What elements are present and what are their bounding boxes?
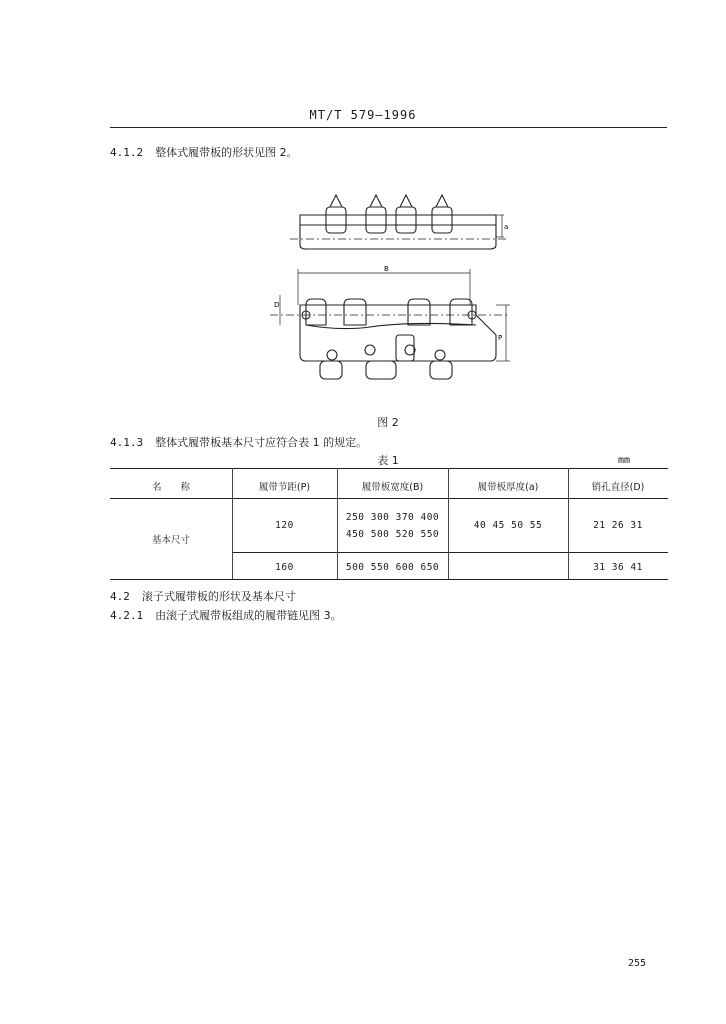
grouser-1 [326,207,346,233]
dim-label-D: D [274,301,280,309]
grouser-3 [396,207,416,233]
table-top-rule [110,468,668,469]
table-header-rule [110,498,668,499]
section-text: 滚子式履带板的形状及基本尺寸 [141,590,296,603]
section-number: 4.1.2 [110,146,144,159]
section-text: 由滚子式履带板组成的履带链见图 3。 [155,609,342,622]
plate-side-view [300,305,496,361]
dim-label-P: P [498,334,503,342]
section-text: 整体式履带板基本尺寸应符合表 1 的规定。 [155,436,368,449]
table-header-pin: 销孔直径(D) [591,482,645,493]
table-header-pitch: 履带节距(P) [258,482,311,493]
grouser-2 [366,207,386,233]
table-cell-pitch: 120 [275,520,294,531]
table-cell-width: 250 300 370 400 [345,512,440,523]
table-cell-width: 450 500 520 550 [345,529,440,540]
section-4-2-1 [110,607,342,623]
section-4-2 [110,588,296,604]
table-bottom-rule [110,579,668,580]
plate-top-view [300,215,496,249]
section-number: 4.1.3 [110,436,144,449]
table-row-divider [232,552,668,553]
figure-2-drawing [260,185,520,390]
table-unit: mm [618,455,631,466]
section-number: 4.2.1 [110,609,144,622]
table-cell-thickness: 40 45 50 55 [473,520,543,531]
section-4-1-2 [110,144,298,160]
header-rule [110,127,667,128]
dim-label-B: B [384,265,389,273]
section-4-1-3 [110,434,367,450]
table-title: 表 1 [377,454,399,467]
table-1 [110,468,668,580]
page-number: 255 [628,958,647,969]
dim-label-a: a [504,223,509,231]
section-number: 4.2 [110,590,130,603]
table-cell-pitch: 160 [275,562,294,573]
figure-caption: 图 2 [377,416,399,429]
table-row-label: 基本尺寸 [151,535,190,546]
section-text: 整体式履带板的形状见图 2。 [155,146,298,159]
table-header-thickness: 履带板厚度(a) [477,482,539,493]
table-cell-width: 500 550 600 650 [345,562,440,573]
table-cell-pin: 31 36 41 [593,562,643,573]
document-code: MT/T 579—1996 [309,108,417,122]
table-header-name: 名 称 [151,482,190,493]
table-header-width: 履带板宽度(B) [361,482,424,493]
table-cell-pin: 21 26 31 [593,520,643,531]
grouser-4 [432,207,452,233]
